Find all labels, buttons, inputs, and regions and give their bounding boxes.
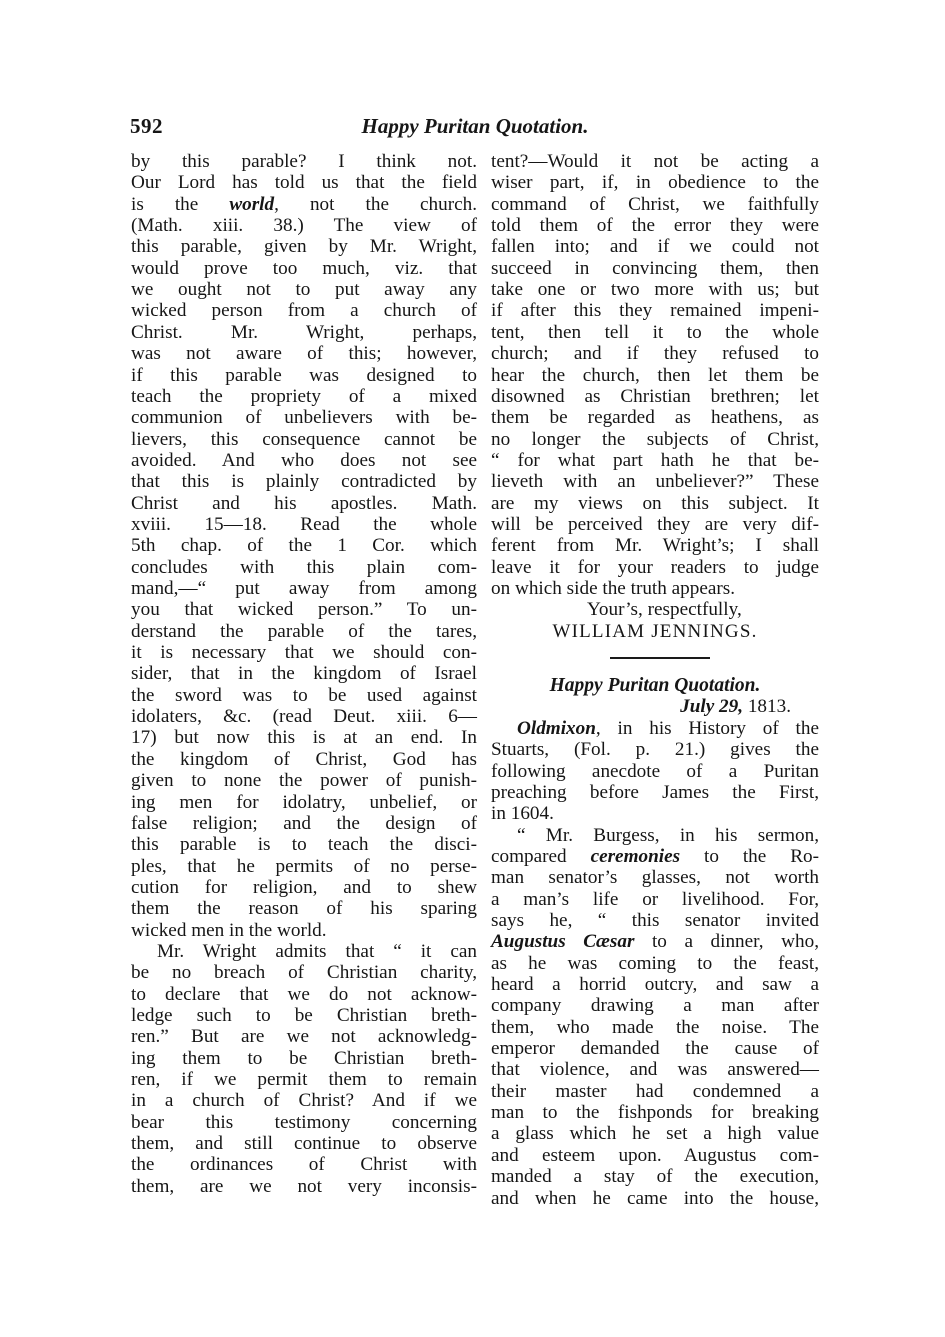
text-line: by this parable? I think not. [131,151,477,172]
text-line: 17) but now this is at an end. In [131,727,477,749]
text-line: a man’s life or livelihood. For, [491,888,819,910]
page-number: 592 [130,114,163,138]
text-line: are my views on this subject. It [491,492,819,514]
text-line: Mr. Wright admits that “ it can [157,940,477,962]
text-line: Augustus Cæsar to a dinner, who, [491,931,819,953]
text-line: them, who made the noise. The [491,1016,819,1038]
text-line: ferent from Mr. Wright’s; I shall [491,535,819,557]
text-line: them be regarded as heathens, as [491,407,819,429]
signature-name: WILLIAM JENNINGS. [552,620,758,642]
text-line: the sword was to be used against [131,684,477,706]
text-line: would prove too much, viz. that [131,257,477,279]
text-line: succeed in convincing them, then [491,257,819,279]
text-line: given to none the power of punish- [131,770,477,792]
text-line: them, are we not very inconsis- [131,1175,477,1197]
text-line: in 1604. [491,803,554,825]
text-line: them, and still continue to observe [131,1133,477,1155]
text-line: fallen into; and if we could not [491,236,819,258]
text-line: ledge such to be Christian breth- [131,1005,477,1026]
text-line: man senator’s glasses, not worth [491,867,819,889]
text-line: a glass which he set a high value [491,1123,819,1145]
text-line: command of Christ, we faithfully [491,193,819,215]
text-line: we ought not to put away any [131,279,477,301]
article-date: July 29, 1813. [680,696,791,718]
text-line: tent, then tell it to the whole [491,321,819,343]
page-header [130,114,820,140]
text-line: the kingdom of Christ, God has [131,748,477,770]
text-line: xviii. 15—18. Read the whole [131,513,477,535]
text-line: bear this testimony concerning [131,1111,477,1133]
text-line: the ordinances of Christ with [131,1154,477,1176]
text-line: concludes with this plain com- [131,556,477,578]
text-line: company drawing a man after [491,995,819,1017]
text-line: them the reason of his sparing [131,898,477,920]
text-line: as he was coming to the feast, [491,952,819,974]
text-line: emperor demanded the cause of [491,1038,819,1060]
text-line: ren, if we permit them to remain [131,1069,477,1091]
text-line: wiser part, if, in obedience to the [491,172,819,194]
text-line: cution for religion, and to shew [131,876,477,898]
text-line: on which side the truth appears. [491,578,736,599]
text-line: teach the propriety of a mixed [131,385,477,407]
text-line: wicked person from a church of [131,300,477,322]
text-line: this parable, given by Mr. Wright, [131,236,477,258]
text-line: to declare that we do not acknow- [131,983,477,1005]
text-line: this parable is to teach the disci- [131,834,477,856]
text-line: derstand the parable of the tares, [131,620,477,642]
text-line: disowned as Christian brethren; let [491,385,819,407]
text-line: man to the fishponds for breaking [491,1102,819,1124]
text-line: “ Mr. Burgess, in his sermon, [517,824,819,846]
text-line: their master had condemned a [491,1080,819,1102]
text-line: 5th chap. of the 1 Cor. which [131,535,477,557]
text-line: preaching before James the First, [491,781,819,803]
text-line: false religion; and the design of [131,812,477,834]
text-line: that this is plainly contradicted by [131,471,477,493]
text-line: church; and if they refused to [491,343,819,365]
text-line: lievers, this consequence cannot be [131,428,477,450]
text-line: told them of the error they were [491,215,819,237]
text-line: ren.” But are we not acknowledg- [131,1026,477,1048]
text-line: “ for what part hath he that be- [491,449,819,471]
text-line: following anecdote of a Puritan [491,760,819,782]
text-line: ples, that he permits of no perse- [131,855,477,877]
text-line: Oldmixon, in his History of the [517,717,819,739]
text-line: Christ and his apostles. Math. [131,492,477,514]
text-line: Stuarts, (Fol. p. 21.) gives the [491,739,819,761]
text-line: Our Lord has told us that the field [131,172,477,194]
text-line: ing them to be Christian breth- [131,1047,477,1069]
text-line: if this parable was designed to [131,364,477,386]
text-line: wicked men in the world. [131,919,327,941]
text-line: you that wicked person.” To un- [131,599,477,621]
text-line: leave it for your readers to judge [491,556,819,578]
text-line: and esteem upon. Augustus com- [491,1144,819,1166]
text-line: communion of unbelievers with be- [131,407,477,429]
text-line: and when he came into the house, [491,1187,819,1209]
text-line: compared ceremonies to the Ro- [491,845,819,867]
text-line: lieveth with an unbeliever?” These [491,471,819,493]
text-line: mand,—“ put away from among [131,578,477,599]
text-line: heard a horrid outcry, and saw a [491,974,819,996]
text-line: it is necessary that we should con- [131,642,477,664]
text-line: that violence, and was answered— [491,1059,819,1081]
text-line: will be perceived they are very dif- [491,513,819,535]
text-line: sider, that in the kingdom of Israel [131,663,477,685]
text-line: avoided. And who does not see [131,449,477,471]
section-divider [610,657,710,659]
text-line: be no breach of Christian charity, [131,962,477,984]
text-line: Christ. Mr. Wright, perhaps, [131,321,477,343]
text-line: take one or two more with us; but [491,279,819,301]
text-line: is the world, not the church. [131,193,477,215]
running-title: Happy Puritan Quotation. [361,114,589,138]
text-line: if after this they remained impeni- [491,300,819,322]
text-line: (Math. xiii. 38.) The view of [131,215,477,237]
text-line: in a church of Christ? And if we [131,1090,477,1112]
text-line: manded a stay of the execution, [491,1166,819,1188]
text-line: says he, “ this senator invited [491,909,819,931]
text-line: idolaters, &c. (read Deut. xiii. 6— [131,706,477,728]
text-line: ing men for idolatry, unbelief, or [131,791,477,813]
text-line: was not aware of this; however, [131,343,477,365]
article-title: Happy Puritan Quotation. [549,675,761,697]
text-line: hear the church, then let them be [491,364,819,386]
text-line: no longer the subjects of Christ, [491,428,819,450]
text-line: tent?—Would it not be acting a [491,151,819,172]
signature-closing: Your’s, respectfully, [587,599,742,621]
